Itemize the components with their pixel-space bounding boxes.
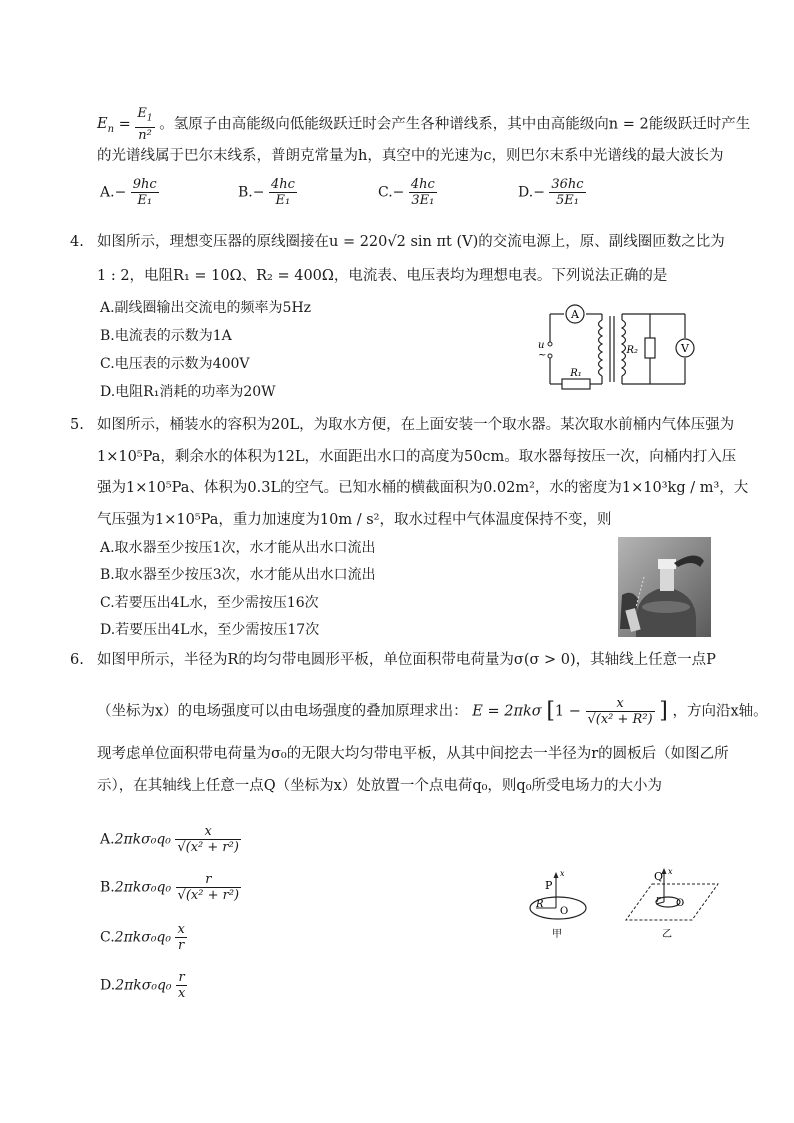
q6-option-c: C.2πkσ₀q₀ $\frac{x}{r}$	[100, 922, 185, 953]
q5-option-d: D.若要压出4L水，至少需按压17次	[100, 622, 320, 638]
ac-source	[538, 340, 552, 361]
voltmeter	[676, 339, 694, 357]
q4-option-d: D.电阻R₁消耗的功率为20W	[100, 384, 276, 400]
figure-jia	[530, 869, 586, 940]
q6-line-2: （坐标为x）的电场强度可以由电场强度的叠加原理求出： E = 2πkσ [1 − $\frac{x}{\text{√(x² + R²)}}$ ] ，方向沿x轴。	[97, 696, 768, 727]
q4-option-c: C.电压表的示数为400V	[100, 356, 250, 372]
q6-number: 6.	[70, 652, 84, 668]
q3-option-d: D.− $\frac{36hc}{\text{5E₁}}$	[518, 177, 584, 208]
svg-text:A: A	[571, 308, 579, 321]
q6-line-1: 如图甲所示，半径为R的均匀带电圆形平板，单位面积带电荷量为σ(σ > 0)，其轴线上任意一点P	[97, 652, 716, 668]
q4-number: 4.	[70, 234, 84, 250]
svg-text:x: x	[668, 867, 673, 876]
q3-option-a: A.− $\frac{9hc}{\text{E₁}}$	[100, 177, 157, 208]
q4-line-2: 1 : 2，电阻R₁ = 10Ω、R₂ = 400Ω，电流表、电压表均为理想电表。下列说法正确的是	[97, 268, 668, 284]
svg-text:P: P	[545, 879, 553, 892]
ammeter	[566, 305, 584, 323]
figure-yi	[626, 867, 718, 940]
q4-line-1: 如图所示，理想变压器的原线圈接在u = 220√2 sin πt (V)的交流电源上，原、副线圈匝数之比为	[97, 234, 725, 250]
q3-option-c: C.− $\frac{4hc}{\text{3E₁}}$	[378, 177, 435, 208]
resistor-r2	[625, 338, 655, 358]
svg-text:r: r	[656, 895, 661, 905]
svg-text:乙: 乙	[662, 929, 672, 940]
transformer-circuit-figure	[530, 298, 700, 396]
q6-option-d: D.2πkσ₀q₀ $\frac{r}{x}$	[100, 970, 186, 1001]
q6-option-a: A.2πkσ₀q₀ $\frac{x}{\text{√(x² + r²)}}$	[100, 824, 239, 855]
q5-line-3: 强为1×10⁵Pa、体积为0.3L的空气。已知水桶的横截面积为0.02m²，水的密度为1×10³kg / m³，大	[97, 480, 749, 496]
svg-text:Q: Q	[654, 870, 664, 883]
q5-option-c: C.若要压出4L水，至少需按压16次	[100, 595, 319, 611]
q5-option-b: B.取水器至少按压3次，水才能从出水口流出	[100, 567, 376, 583]
q3-line-1: $E_n$ = $\frac{E_1}{\text{n²}}$ 。氢原子由高能级向低能级跃迁时会产生各种谱线系，其中由高能级向n = 2能级跃迁时产生	[97, 106, 751, 143]
svg-text:R₁: R₁	[570, 368, 582, 379]
svg-text:R: R	[536, 899, 544, 910]
svg-text:R₂: R₂	[626, 345, 638, 356]
q5-number: 5.	[70, 417, 84, 433]
q3-formula-lhs: $E_n$	[97, 116, 115, 136]
svg-text:O: O	[676, 898, 685, 909]
svg-text:x: x	[560, 869, 565, 878]
water-dispenser-photo	[618, 537, 711, 637]
q4-option-b: B.电流表的示数为1A	[100, 328, 232, 344]
q5-line-4: 气压强为1×10⁵Pa，重力加速度为10m / s²，取水过程中气体温度保持不变，则	[97, 512, 612, 528]
q3-option-b: B.− $\frac{4hc}{\text{E₁}}$	[238, 177, 295, 208]
q3-text-1: 。氢原子由高能级向低能级跃迁时会产生各种谱线系，其中由高能级向n = 2能级跃迁时产生	[159, 116, 751, 133]
q3-line-2: 的光谱线属于巴尔末线系，普朗克常量为h，真空中的光速为c，则巴尔末系中光谱线的最大波长为	[97, 148, 724, 164]
charged-plate-figures	[522, 862, 722, 942]
q6-line-3: 现考虑单位面积带电荷量为σ₀的无限大均匀带电平板，从其中间挖去一半径为r的圆板后（如图乙所	[97, 746, 729, 762]
svg-text:u: u	[538, 340, 545, 351]
q6-line-4: 示），在其轴线上任意一点Q（坐标为x）处放置一个点电荷q₀，则q₀所受电场力的大小为	[97, 778, 663, 794]
svg-text:甲: 甲	[552, 929, 562, 940]
q6-option-b: B.2πkσ₀q₀ $\frac{r}{\text{√(x² + r²)}}$	[100, 872, 240, 903]
svg-text:O: O	[560, 906, 569, 917]
svg-text:~: ~	[538, 350, 547, 361]
q5-option-a: A.取水器至少按压1次，水才能从出水口流出	[100, 540, 376, 556]
q4-option-a: A.副线圈输出交流电的频率为5Hz	[100, 300, 312, 316]
q5-line-1: 如图所示，桶装水的容积为20L，为取水方便，在上面安装一个取水器。某次取水前桶内气体压强为	[97, 417, 735, 433]
svg-text:V: V	[681, 342, 689, 355]
resistor-r1	[562, 368, 590, 389]
q3-formula-frac: $\frac{E_1}{\text{n²}}$	[137, 106, 153, 143]
q5-line-2: 1×10⁵Pa，剩余水的体积为12L，水面距出水口的高度为50cm。取水器每按压一次，向桶内打入压	[97, 449, 737, 465]
